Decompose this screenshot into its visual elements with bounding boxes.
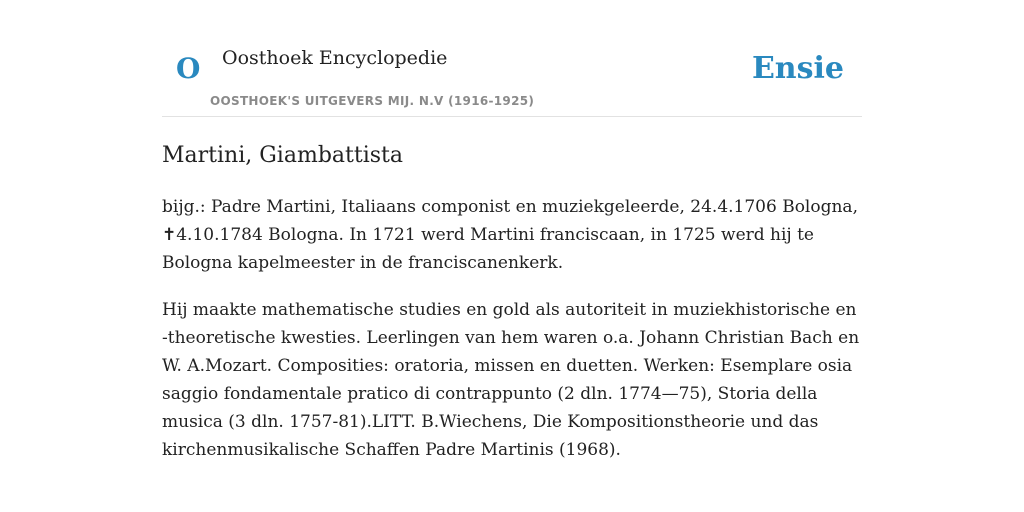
ensie-logo-link[interactable]: Ensie bbox=[751, 51, 844, 86]
encyclopedia-title[interactable]: Oosthoek Encyclopedie bbox=[222, 47, 448, 69]
article-title: Martini, Giambattista bbox=[162, 143, 403, 168]
article-paragraph: Hij maakte mathematische studies en gold als autoriteit in muziekhistorische en -theoretische kwesties. Leerlingen van hem waren o.a. Johann Christian Bach en W. A.Mozart. Composities: oratoria, missen en duetten. Werken: Esemplare osia saggio fondamentale pratico di contrappunto (2 dln. 1774—75), Storia della musica (3 dln. 1757-81).LITT. B.Wiechens, Die Kompositionstheorie und das kirchenmusikalische Schaffen Padre Martinis (1968). bbox=[162, 300, 860, 460]
page bbox=[162, 0, 862, 464]
publisher-line: OOSTHOEK'S UITGEVERS MIJ. N.V (1916-1925) bbox=[210, 94, 535, 108]
site-header bbox=[162, 0, 862, 117]
oosthoek-logo[interactable]: O bbox=[176, 52, 201, 85]
article-paragraph: bijg.: Padre Martini, Italiaans componist en muziekgeleerde, 24.4.1706 Bologna, ✝4.10.1784 Bologna. In 1721 werd Martini franciscaan, in 1725 werd hij te Bologna kapelmeester in de franciscanenkerk. bbox=[162, 197, 858, 273]
article bbox=[162, 141, 862, 464]
